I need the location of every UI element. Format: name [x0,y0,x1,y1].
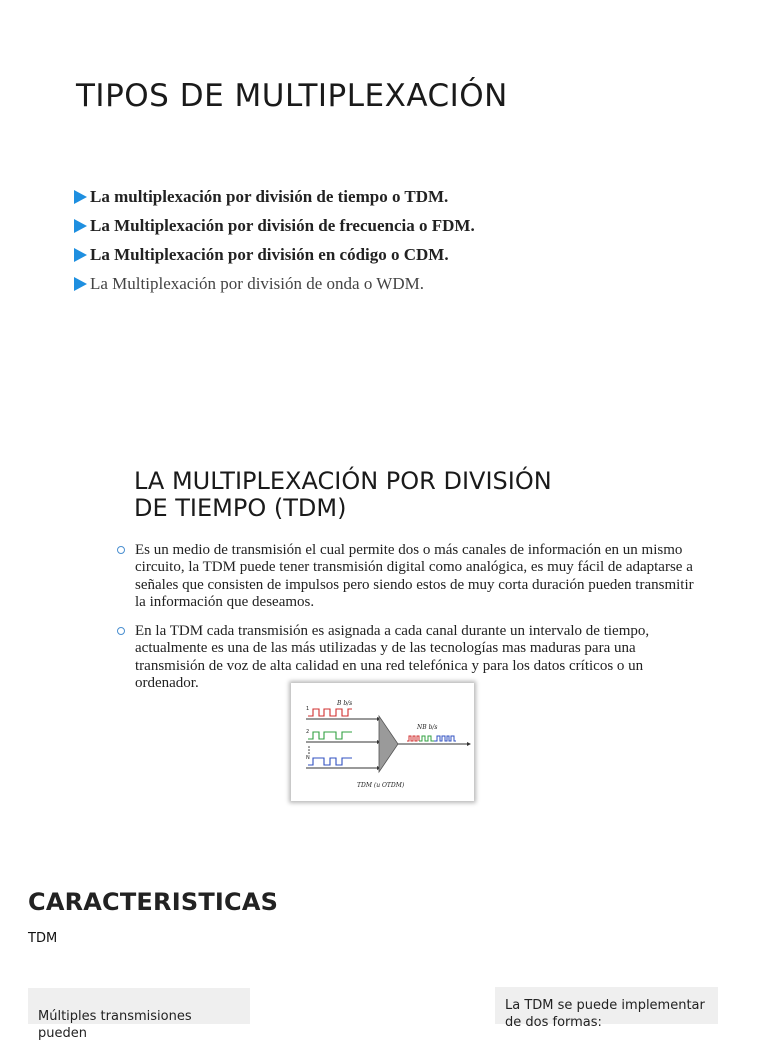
list-item [74,182,475,211]
ellipsis-dot [308,752,310,754]
arrow-head [467,742,471,746]
card-text: La TDM se puede implementar de dos formas: [505,998,705,1030]
output-rate-label: NB b/s [417,724,438,731]
circle-bullet-icon [117,627,125,635]
feature-card [495,987,718,1030]
channel-1-wave [308,709,352,716]
list-item [74,240,475,269]
multiplexer-symbol [379,716,398,772]
tdm-paragraph: En la TDM cada transmisión es asignada a cada canal durante un intervalo de tiempo, actualmente es una de las más utilizadas y de las tecnologías mas maduras para una transmisión de voz de alta calidad en una red telefónica y para los datos críticos o un ordenador. [135,623,650,692]
list-item-text: La Multiplexación por división en código o CDM. [90,244,449,264]
output-wave [407,736,419,741]
slide-title-caracteristicas: CARACTERISTICAS [28,888,279,916]
section-subtitle: TDM [28,931,58,946]
channel-2-wave [308,732,352,739]
diagram-caption: TDM (u OTDM) [357,782,405,789]
title-line: DE TIEMPO (TDM) [134,494,347,522]
tdm-paragraph: Es un medio de transmisión el cual permite dos o más canales de información en un mismo circuito, la TDM puede tener transmisión digital como analógica, es muy fácil de adaptarse a señales que consisten de impulsos pero siendo estos de muy corta duración pueden transmitir la información que deseamos. [135,542,694,611]
output-wave [434,736,456,741]
ellipsis-dot [308,746,310,748]
list-item [74,211,475,240]
tdm-diagram [291,683,474,801]
feature-card [28,988,250,1041]
slide-title-tipos: TIPOS DE MULTIPLEXACIÓN [76,78,508,114]
output-wave [419,736,434,741]
triangle-bullet-icon [74,190,87,204]
ellipsis-dot [308,749,310,751]
list-item-text: La Multiplexación por división de frecuencia o FDM. [90,215,475,235]
input-rate-label: B b/s [337,700,353,707]
card-text: Múltiples transmisiones pueden [38,1009,192,1041]
channel-label: 1 [306,706,310,712]
channel-label: N [306,755,310,761]
list-item-text: La Multiplexación por división de onda o WDM. [90,273,424,293]
circle-bullet-icon [117,546,125,554]
triangle-bullet-icon [74,248,87,262]
multiplexing-types-list [74,182,475,298]
list-item-text: La multiplexación por división de tiempo o TDM. [90,186,449,206]
slide-title-tdm [134,468,654,522]
triangle-bullet-icon [74,219,87,233]
tdm-diagram-svg [291,683,474,801]
channel-n-wave [308,758,352,765]
triangle-bullet-icon [74,277,87,291]
title-line: LA MULTIPLEXACIÓN POR DIVISIÓN [134,467,552,495]
list-item [74,269,475,298]
channel-label: 2 [306,729,310,735]
